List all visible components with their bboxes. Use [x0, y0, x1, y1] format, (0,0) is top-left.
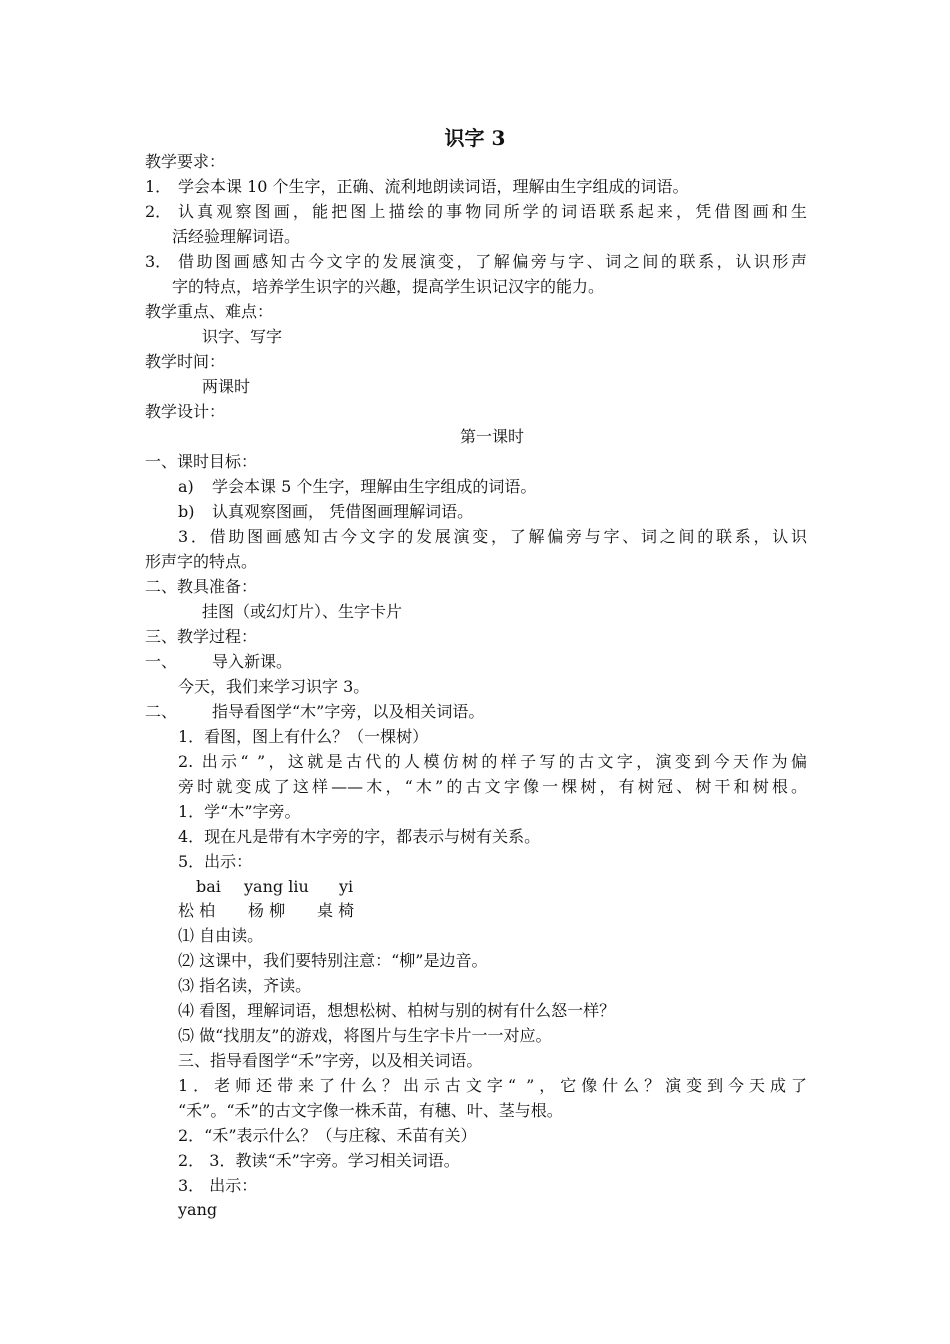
step-1-text: 导入新课。: [212, 652, 293, 671]
words-group-3: 桌 椅: [317, 901, 355, 920]
design-heading: 教学设计：: [145, 402, 226, 421]
words-group-2: 杨 柳: [248, 901, 286, 920]
requirement-2-line-2: 活经验理解词语。: [172, 227, 301, 246]
requirement-3-line-2: 字的特点，培养学生识字的兴趣，提高学生识记汉字的能力。: [172, 277, 605, 296]
step-2-item-1: 1．看图，图上有什么？（一棵树）: [178, 727, 429, 746]
requirement-2-line-1: 认真观察图画，能把图上描绘的事物同所学的词语联系起来，凭借图画和生: [178, 202, 807, 221]
goal-a-marker: a): [178, 477, 194, 496]
step-3-item-4: 3． 出示：: [178, 1176, 258, 1195]
step-2-item-2-line-2: 旁时就变成了这样——木，“木”的古文字像一棵树，有树冠、树干和树根。: [178, 777, 807, 796]
focus-heading: 教学重点、难点：: [145, 302, 274, 321]
step-2-text: 指导看图学“木”字旁，以及相关词语。: [212, 702, 485, 721]
pinyin-bai: bai: [196, 877, 221, 896]
step-2-item-3: 1．学“木”字旁。: [178, 802, 301, 821]
requirement-3-number: 3．: [145, 252, 172, 271]
step-2-number: 二、: [145, 702, 178, 721]
step-3-item-1-line-1: 1．老师还带来了什么？出示古文字“ ”，它像什么？演变到今天成了: [178, 1076, 807, 1095]
step-3-item-2: 2．“禾”表示什么？（与庄稼、禾苗有关）: [178, 1126, 477, 1145]
goals-heading: 一、课时目标：: [145, 452, 258, 471]
time-heading: 教学时间：: [145, 352, 226, 371]
practice-2: ⑵ 这课中，我们要特别注意：“柳”是边音。: [178, 951, 488, 970]
practice-3: ⑶ 指名读，齐读。: [178, 976, 312, 995]
focus-text: 识字、写字: [202, 327, 283, 346]
step-3-item-1-line-2: “禾”。“禾”的古文字像一株禾苗，有穗、叶、茎与根。: [178, 1101, 563, 1120]
goal-b-text: 认真观察图画， 凭借图画理解词语。: [212, 502, 474, 521]
step-3-item-3: 2． 3．教读“禾”字旁。学习相关词语。: [178, 1151, 460, 1170]
requirement-2-number: 2．: [145, 202, 172, 221]
pinyin-yi: yi: [339, 877, 354, 896]
tools-text: 挂图（或幻灯片）、生字卡片: [202, 602, 403, 621]
lesson-1-heading: 第一课时: [459, 427, 524, 446]
pinyin-yang: yang: [178, 1200, 218, 1219]
step-2-item-5: 5．出示：: [178, 852, 253, 871]
requirement-3-line-1: 借助图画感知古今文字的发展演变，了解偏旁与字、词之间的联系，认识形声: [178, 252, 807, 271]
words-group-1: 松 柏: [178, 901, 216, 920]
goal-a-text: 学会本课 5 个生字，理解由生字组成的词语。: [212, 477, 537, 496]
practice-4: ⑷ 看图，理解词语，想想松树、柏树与别的树有什么怒一样？: [178, 1001, 616, 1020]
step-1-number: 一、: [145, 652, 178, 671]
goal-3-line-2: 形声字的特点。: [145, 552, 258, 571]
step-2-item-2-line-1: 2. 出示“ ”，这就是古代的人模仿树的样子写的古文字，演变到今天作为偏: [178, 752, 807, 771]
time-text: 两课时: [202, 377, 251, 396]
requirement-1-number: 1．: [145, 177, 172, 196]
page-title: 识字 3: [444, 126, 506, 150]
requirement-1-text: 学会本课 10 个生字，正确、流利地朗读词语，理解由生字组成的词语。: [178, 177, 689, 196]
requirements-heading: 教学要求：: [145, 152, 226, 171]
pinyin-yang-liu: yang liu: [244, 877, 309, 896]
step-2-item-4: 4．现在凡是带有木字旁的字，都表示与树有关系。: [178, 827, 541, 846]
practice-5: ⑸ 做“找朋友”的游戏，将图片与生字卡片一一对应。: [178, 1026, 552, 1045]
process-heading: 三、教学过程：: [145, 627, 258, 646]
tools-heading: 二、教具准备：: [145, 577, 258, 596]
step-1-detail: 今天，我们来学习识字 3。: [178, 677, 370, 696]
goal-b-marker: b): [178, 502, 195, 521]
goal-3-line-1: 3．借助图画感知古今文字的发展演变，了解偏旁与字、词之间的联系，认识: [178, 527, 807, 546]
step-3-heading: 三、指导看图学“禾”字旁，以及相关词语。: [178, 1051, 483, 1070]
practice-1: ⑴ 自由读。: [178, 926, 264, 945]
